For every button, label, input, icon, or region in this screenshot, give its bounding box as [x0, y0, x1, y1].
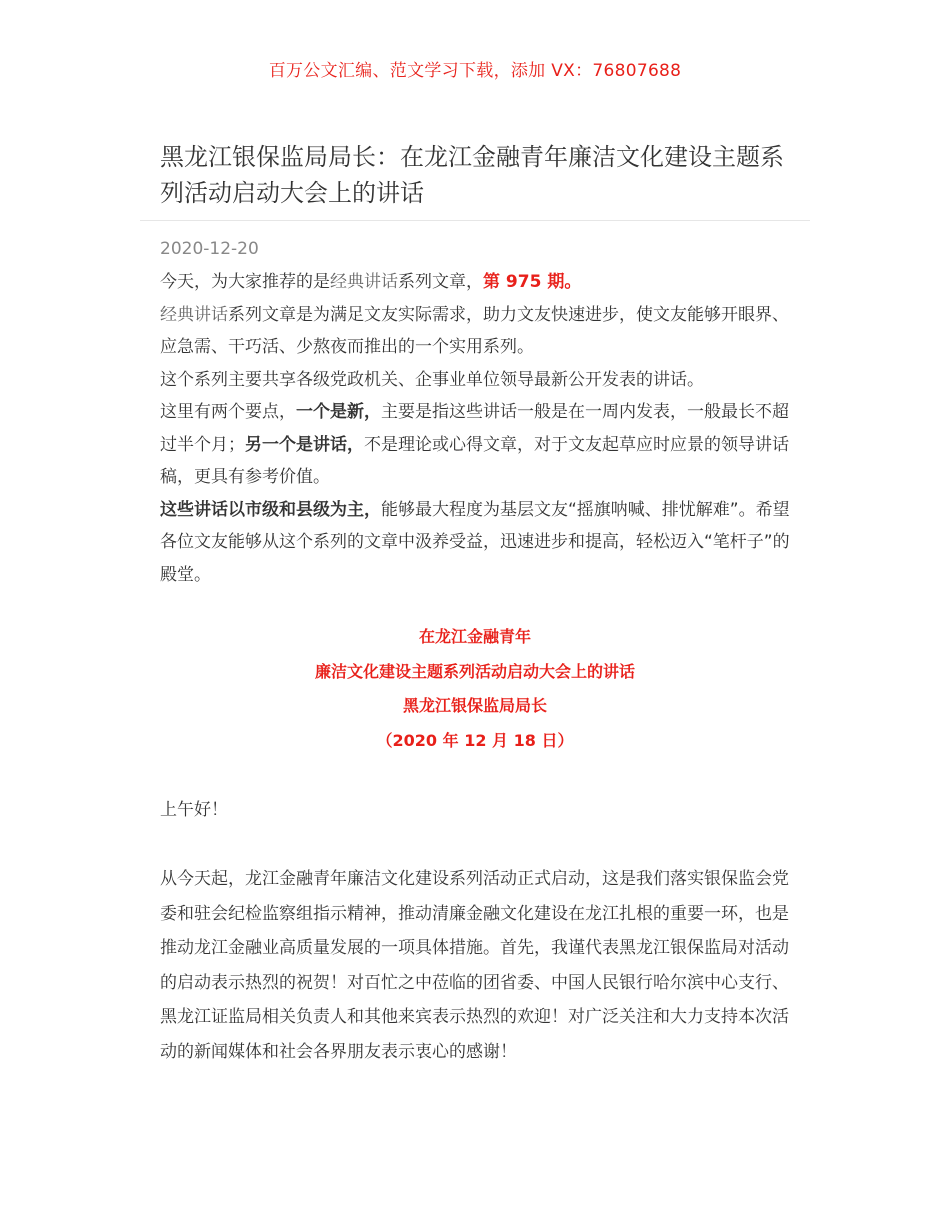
article-title: 黑龙江银保监局局长：在龙江金融青年廉洁文化建设主题系列活动启动大会上的讲话 [160, 143, 784, 207]
speech-greeting: 上午好！ [160, 800, 228, 820]
intro-section [160, 266, 796, 591]
intro-text: 主要是指这些讲话一般是在一周内发表，一般最长不超过半个月； [160, 402, 789, 455]
intro-text: 不是理论或心得文章，对于文友起草应时应景的领导讲话稿，更具有参考价值。 [160, 434, 789, 487]
promo-banner: 百万公文汇编、范文学习下载，添加 VX：76807688 [268, 61, 682, 81]
intro-text: 系列文章， [398, 272, 483, 292]
speech-paragraph-1: 从今天起，龙江金融青年廉洁文化建设系列活动正式启动，这是我们落实银保监会党委和驻会纪检监察组指示精神，推动清廉金融文化建设在龙江扎根的重要一环，也是推动龙江金融业高质量发展的一项具体措施。首先，我谨代表黑龙江银保监局对活动的启动表示热烈的祝贺！对百忙之中莅临的团省委、中国人民银行哈尔滨中心支行、黑龙江证监局相关负责人和其他来宾表示热烈的欢迎！对广泛关注和大力支持本次活动的新闻媒体和社会各界朋友表示衷心的感谢！ [160, 869, 789, 1062]
series-name: 经典讲话 [160, 304, 228, 325]
speech-heading-line-1: 在龙江金融青年 [418, 627, 531, 646]
article-date: 2020-12-20 [160, 239, 259, 259]
speech-heading [0, 620, 950, 758]
intro-paragraph-5 [160, 494, 796, 592]
intro-text: 这里有两个要点， [160, 402, 296, 422]
issue-number: 第 975 期。 [483, 272, 582, 292]
key-point-new: 一个是新， [296, 402, 381, 422]
intro-paragraph-2 [160, 299, 796, 364]
intro-paragraph-3: 这个系列主要共享各级党政机关、企事业单位领导最新公开发表的讲话。 [160, 369, 704, 390]
speech-speaker: 黑龙江银保监局局长 [402, 696, 547, 715]
key-point-speech: 另一个是讲话， [245, 434, 364, 455]
intro-text: 能够最大程度为基层文友“摇旗呐喊、排忧解难”。希望各位文友能够从这个系列的文章中汲养受益，迅速进步和提高，轻松迈入“笔杆子”的殿堂。 [160, 499, 790, 585]
series-name: 经典讲话 [330, 272, 398, 292]
intro-text: 系列文章是为满足文友实际需求，助力文友快速进步，使文友能够开眼界、应急需、干巧活、少熬夜而推出的一个实用系列。 [160, 304, 789, 357]
title-divider [140, 220, 810, 221]
key-point-level: 这些讲话以市级和县级为主， [160, 499, 381, 520]
intro-paragraph-1 [160, 266, 796, 299]
speech-date: （2020 年 12 月 18 日） [376, 730, 574, 750]
intro-text: 今天，为大家推荐的是 [160, 272, 330, 292]
intro-paragraph-4 [160, 396, 796, 494]
speech-heading-line-2: 廉洁文化建设主题系列活动启动大会上的讲话 [314, 661, 635, 681]
